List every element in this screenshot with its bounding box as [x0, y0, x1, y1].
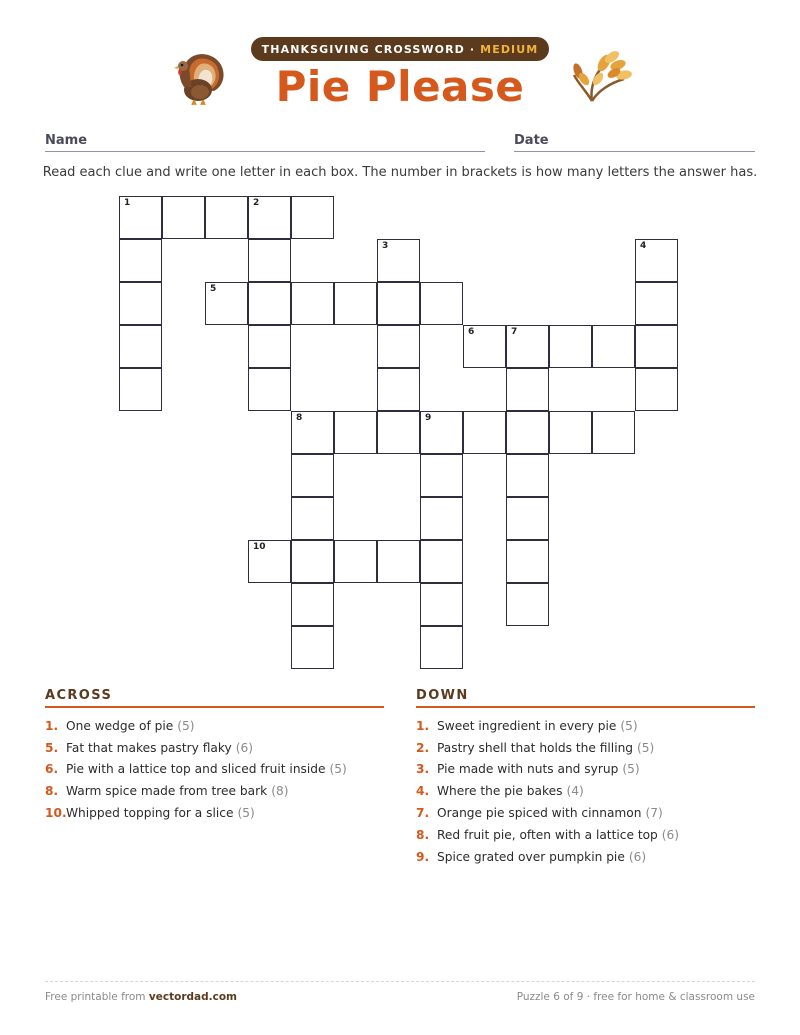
- crossword-cell[interactable]: [291, 626, 334, 669]
- crossword-cell[interactable]: [506, 454, 549, 497]
- down-clue-item: 7. Orange pie spiced with cinnamon (7): [416, 806, 663, 821]
- down-clue-item: 8. Red fruit pie, often with a lattice top (6): [416, 827, 680, 842]
- footer-puzzle-info: Puzzle 6 of 9 · free for home & classroom use: [516, 991, 755, 1003]
- clue-number: 7: [511, 327, 518, 337]
- crossword-cell[interactable]: [506, 497, 549, 540]
- down-clue-item: 4. Where the pie bakes (4): [416, 784, 584, 799]
- clue-number: 9: [425, 413, 432, 423]
- crossword-cell[interactable]: [506, 540, 549, 583]
- name-label: Name: [45, 133, 88, 148]
- crossword-cell[interactable]: [291, 497, 334, 540]
- crossword-cell[interactable]: [248, 196, 291, 239]
- down-divider: [416, 706, 755, 708]
- clue-number: 1: [124, 198, 131, 208]
- across-clue-list: [45, 715, 347, 824]
- clue-number: 3: [382, 241, 389, 251]
- crossword-cell[interactable]: [291, 583, 334, 626]
- footer-credit: [45, 991, 237, 1003]
- across-clue-item: 6. Pie with a lattice top and sliced fruit inside (5): [45, 762, 347, 777]
- across-heading: ACROSS: [45, 688, 113, 703]
- wheat-icon: [570, 45, 636, 105]
- crossword-cell[interactable]: [635, 325, 678, 368]
- crossword-cell[interactable]: [463, 325, 506, 368]
- crossword-cell[interactable]: [119, 239, 162, 282]
- crossword-cell[interactable]: [248, 368, 291, 411]
- crossword-cell[interactable]: [635, 368, 678, 411]
- date-label: Date: [514, 133, 549, 148]
- crossword-cell[interactable]: [506, 325, 549, 368]
- crossword-cell[interactable]: [162, 196, 205, 239]
- crossword-cell[interactable]: [377, 411, 420, 454]
- across-clue-item: 8. Warm spice made from tree bark (8): [45, 784, 289, 799]
- date-field[interactable]: [514, 151, 755, 152]
- crossword-cell[interactable]: [420, 540, 463, 583]
- down-clue-item: 1. Sweet ingredient in every pie (5): [416, 718, 638, 733]
- footer-site-link[interactable]: vectordad.com: [148, 991, 237, 1003]
- down-clue-item: 3. Pie made with nuts and syrup (5): [416, 762, 640, 777]
- crossword-cell[interactable]: [420, 497, 463, 540]
- crossword-cell[interactable]: [420, 583, 463, 626]
- crossword-cell[interactable]: [248, 282, 291, 325]
- crossword-cell[interactable]: [635, 282, 678, 325]
- crossword-cell[interactable]: [506, 411, 549, 454]
- crossword-cell[interactable]: [291, 411, 334, 454]
- across-divider: [45, 706, 384, 708]
- crossword-cell[interactable]: [377, 368, 420, 411]
- crossword-cell[interactable]: [291, 540, 334, 583]
- crossword-cell[interactable]: [248, 325, 291, 368]
- crossword-cell[interactable]: [420, 454, 463, 497]
- clue-number: 4: [640, 241, 647, 251]
- down-clue-item: 9. Spice grated over pumpkin pie (6): [416, 849, 647, 864]
- crossword-cell[interactable]: [334, 540, 377, 583]
- category-label: THANKSGIVING CROSSWORD: [261, 42, 465, 56]
- crossword-cell[interactable]: [420, 411, 463, 454]
- down-heading: DOWN: [416, 688, 469, 703]
- crossword-cell[interactable]: [377, 540, 420, 583]
- name-field[interactable]: [45, 151, 485, 152]
- crossword-cell[interactable]: [377, 325, 420, 368]
- difficulty-label: MEDIUM: [480, 42, 539, 56]
- crossword-cell[interactable]: [291, 196, 334, 239]
- clue-number: 10: [253, 542, 266, 552]
- instructions-text: Read each clue and write one letter in each box. The number in brackets is how many letters the answer has.: [42, 165, 758, 180]
- crossword-cell[interactable]: [119, 196, 162, 239]
- clue-number: 6: [468, 327, 475, 337]
- crossword-cell[interactable]: [119, 325, 162, 368]
- clue-number: 2: [253, 198, 260, 208]
- crossword-cell[interactable]: [592, 325, 635, 368]
- page-title: Pie Please: [275, 62, 525, 111]
- crossword-cell[interactable]: [420, 282, 463, 325]
- crossword-cell[interactable]: [291, 282, 334, 325]
- clue-number: 8: [296, 413, 303, 423]
- crossword-cell[interactable]: [377, 239, 420, 282]
- down-clue-list: [416, 715, 679, 868]
- crossword-cell[interactable]: [119, 282, 162, 325]
- crossword-cell[interactable]: [463, 411, 506, 454]
- footer-credit-prefix: Free printable from: [45, 991, 146, 1003]
- crossword-cell[interactable]: [506, 368, 549, 411]
- across-clue-item: 1. One wedge of pie (5): [45, 718, 195, 733]
- crossword-cell[interactable]: [334, 282, 377, 325]
- puzzle-category-badge: [251, 37, 549, 61]
- category-separator: ·: [469, 42, 476, 56]
- crossword-cell[interactable]: [248, 239, 291, 282]
- crossword-cell[interactable]: [549, 411, 592, 454]
- crossword-cell[interactable]: [420, 626, 463, 669]
- crossword-cell[interactable]: [205, 196, 248, 239]
- crossword-cell[interactable]: [205, 282, 248, 325]
- crossword-cell[interactable]: [549, 325, 592, 368]
- crossword-cell[interactable]: [592, 411, 635, 454]
- footer-divider: [45, 981, 755, 982]
- crossword-cell[interactable]: [506, 583, 549, 626]
- crossword-cell[interactable]: [635, 239, 678, 282]
- across-clue-item: 10. Whipped topping for a slice (5): [45, 806, 255, 821]
- crossword-cell[interactable]: [291, 454, 334, 497]
- clue-number: 5: [210, 284, 217, 294]
- crossword-cell[interactable]: [334, 411, 377, 454]
- crossword-cell[interactable]: [119, 368, 162, 411]
- across-clue-item: 5. Fat that makes pastry flaky (6): [45, 740, 253, 755]
- crossword-cell[interactable]: [377, 282, 420, 325]
- crossword-cell[interactable]: [248, 540, 291, 583]
- down-clue-item: 2. Pastry shell that holds the filling (5): [416, 740, 655, 755]
